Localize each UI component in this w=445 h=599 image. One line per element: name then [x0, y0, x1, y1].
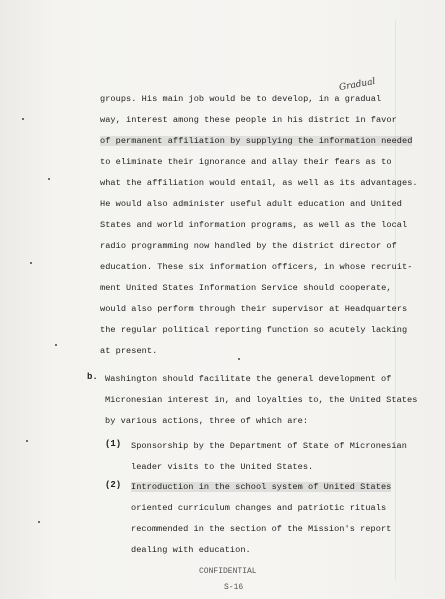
paragraph-line: to eliminate their ignorance and allay their fears as to: [100, 157, 392, 167]
list-item-line: Introduction in the school system of United States: [131, 482, 392, 492]
list-item-line: leader visits to the United States.: [131, 462, 314, 472]
paragraph-line: ment United States Information Service should cooperate,: [100, 283, 392, 293]
paragraph-line: would also perform through their supervisor at Headquarters: [100, 304, 408, 314]
scan-speck: [22, 118, 24, 120]
paragraph-line: He would also administer useful adult education and United: [100, 199, 403, 209]
list-item-line: Sponsorship by the Department of State of Micronesian: [131, 441, 407, 451]
paragraph-line: at present.: [100, 346, 158, 356]
paragraph-line: the regular political reporting function so acutely lacking: [100, 325, 408, 335]
paragraph-marker: b.: [87, 372, 98, 382]
paragraph-line: what the affiliation would entail, as well as its advantages.: [100, 178, 418, 188]
classification-label: CONFIDENTIAL: [199, 567, 257, 576]
scan-speck: [26, 440, 28, 442]
list-item-marker: (2): [105, 480, 122, 490]
scan-speck: [238, 358, 240, 360]
paragraph-line: education. These six information officers, in whose recruit-: [100, 262, 413, 272]
paragraph-line: radio programming now handled by the district director of: [100, 241, 397, 251]
scan-shadow: [395, 20, 396, 580]
paragraph-line: Micronesian interest in, and loyalties to, the United States: [105, 395, 418, 405]
paragraph-line: way, interest among these people in his district in favor: [100, 115, 397, 125]
scan-speck: [30, 262, 32, 264]
list-item-marker: (1): [105, 439, 122, 449]
scan-speck: [38, 521, 40, 523]
list-item-line: dealing with education.: [131, 545, 251, 555]
scan-speck: [55, 344, 57, 346]
paragraph-line: of permanent affiliation by supplying the information needed: [100, 136, 413, 146]
paragraph-line: Washington should facilitate the general development of: [105, 374, 392, 384]
list-item-line: recommended in the section of the Mission's report: [131, 524, 392, 534]
paragraph-line: States and world information programs, as well as the local: [100, 220, 408, 230]
page-number: S-16: [224, 583, 244, 592]
paragraph-line: groups. His main job would be to develop, in a gradual: [100, 94, 382, 104]
list-item-line: oriented curriculum changes and patriotic rituals: [131, 503, 387, 513]
handwritten-annotation: Gradual: [338, 76, 377, 94]
paragraph-line: by various actions, three of which are:: [105, 416, 309, 426]
scan-speck: [48, 178, 50, 180]
